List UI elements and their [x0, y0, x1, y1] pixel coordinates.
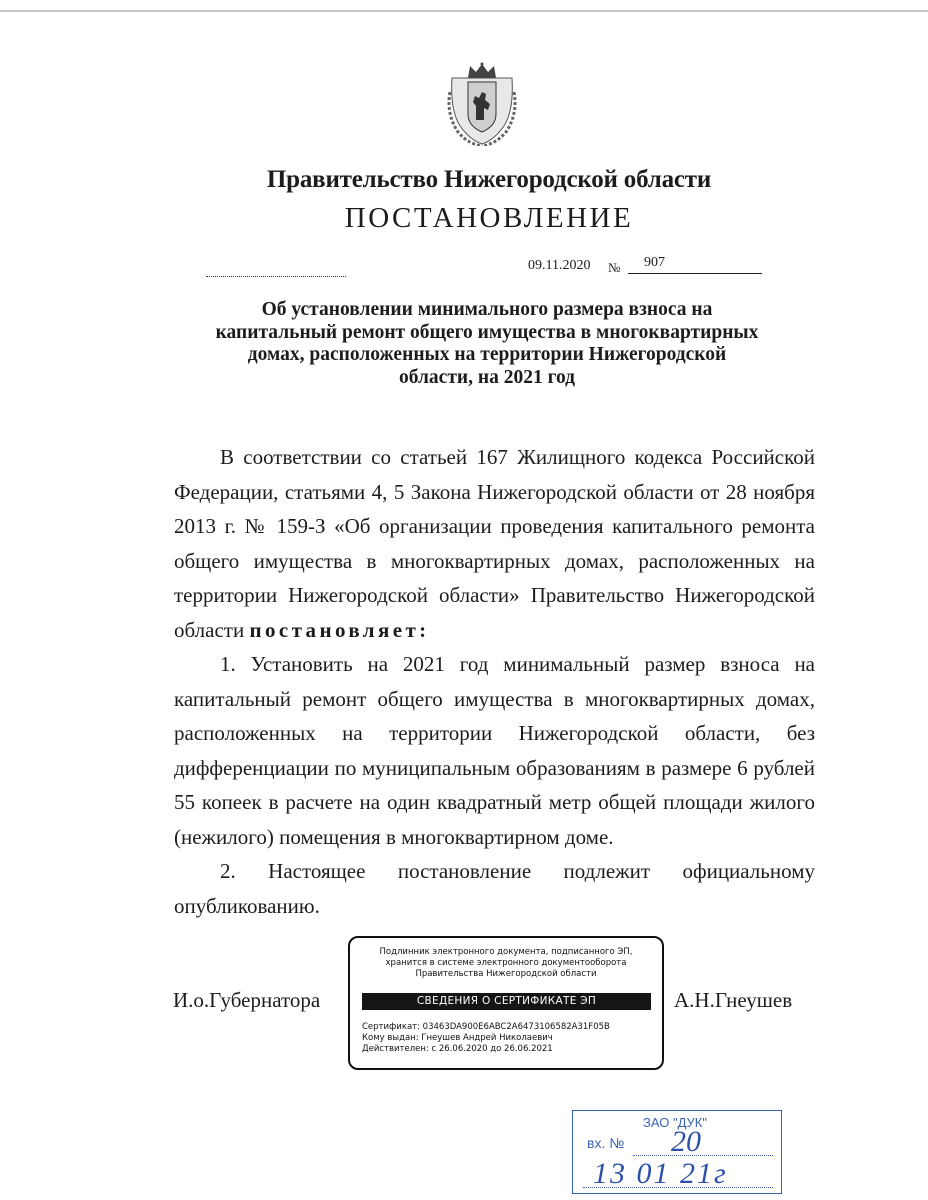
document-number: 907 — [628, 255, 762, 274]
e-signature-stamp — [348, 936, 664, 1070]
title-line: области, на 2021 год — [398, 366, 576, 388]
certificate-owner: Кому выдан: Гнеушев Андрей Николаевич — [362, 1033, 553, 1043]
number-sign: № — [608, 260, 621, 275]
certificate-id: Сертификат: 03463DA900E6ABC2A6473106582A31F05B — [362, 1022, 610, 1032]
signatory-name: А.Н.Гнеушев — [674, 988, 793, 1012]
document-date: 09.11.2020 — [528, 258, 591, 273]
certificate-validity: Действителен: с 26.06.2020 до 26.06.2021 — [362, 1044, 553, 1054]
preamble-paragraph — [174, 440, 815, 647]
registration-label: вх. № — [587, 1135, 625, 1151]
item-2-paragraph: 2. Настоящее постановление подлежит официальному опубликованию. — [174, 859, 815, 918]
stamp-header — [350, 947, 662, 980]
registration-number: 20 — [671, 1125, 701, 1158]
signatory-position: И.о.Губернатора — [173, 988, 321, 1012]
registration-date: 13 01 21г — [593, 1157, 728, 1190]
stamp-header-line: Правительства Нижегородской области — [415, 969, 597, 979]
title-line: домах, расположенных на территории Нижегородской — [247, 344, 727, 365]
registration-stamp — [572, 1110, 782, 1194]
preamble-text: В соответствии со статьей 167 Жилищного кодекса Российской Федерации, статьями 4, 5 Закона Нижегородской области от 28 ноября 2013 г. № 159-З «Об организации проведения капитального ремонта общего имущества в многоквартирных домах, расположенных на территории Нижегородской области» Правительство Нижегородской области — [174, 445, 815, 642]
stamp-certificate-bar: СВЕДЕНИЯ О СЕРТИФИКАТЕ ЭП — [362, 993, 651, 1010]
document-body — [174, 440, 815, 923]
stamp-header-line: хранится в системе электронного документооборота — [385, 958, 627, 968]
date-blank-line — [206, 270, 346, 277]
title-line: капитальный ремонт общего имущества в многоквартирных — [215, 321, 759, 343]
registration-number-line — [633, 1155, 773, 1156]
item-1-paragraph: 1. Установить на 2021 год минимальный размер взноса на капитальный ремонт общего имущества в многоквартирных домах, расположенных на территории Нижегородской области, без дифференциации по муниципальным образованиям в размере 6 рублей 55 копеек в расчете на один квадратный метр общей площади жилого (нежилого) помещения в многоквартирном доме. — [174, 652, 815, 849]
registration-date-line — [583, 1187, 773, 1188]
resolves-word: постановляет: — [249, 617, 430, 642]
stamp-details — [362, 1022, 610, 1055]
coat-of-arms-emblem — [446, 62, 518, 146]
document-title — [190, 299, 784, 389]
stamp-header-line: Подлинник электронного документа, подписанного ЭП, — [379, 947, 633, 957]
title-line: Об установлении минимального размера взноса на — [261, 299, 713, 320]
government-name: Правительство Нижегородской области — [266, 166, 712, 193]
document-type: ПОСТАНОВЛЕНИЕ — [344, 202, 634, 234]
scan-edge — [0, 10, 928, 12]
registration-org: ЗАО "ДУК" — [643, 1115, 707, 1130]
